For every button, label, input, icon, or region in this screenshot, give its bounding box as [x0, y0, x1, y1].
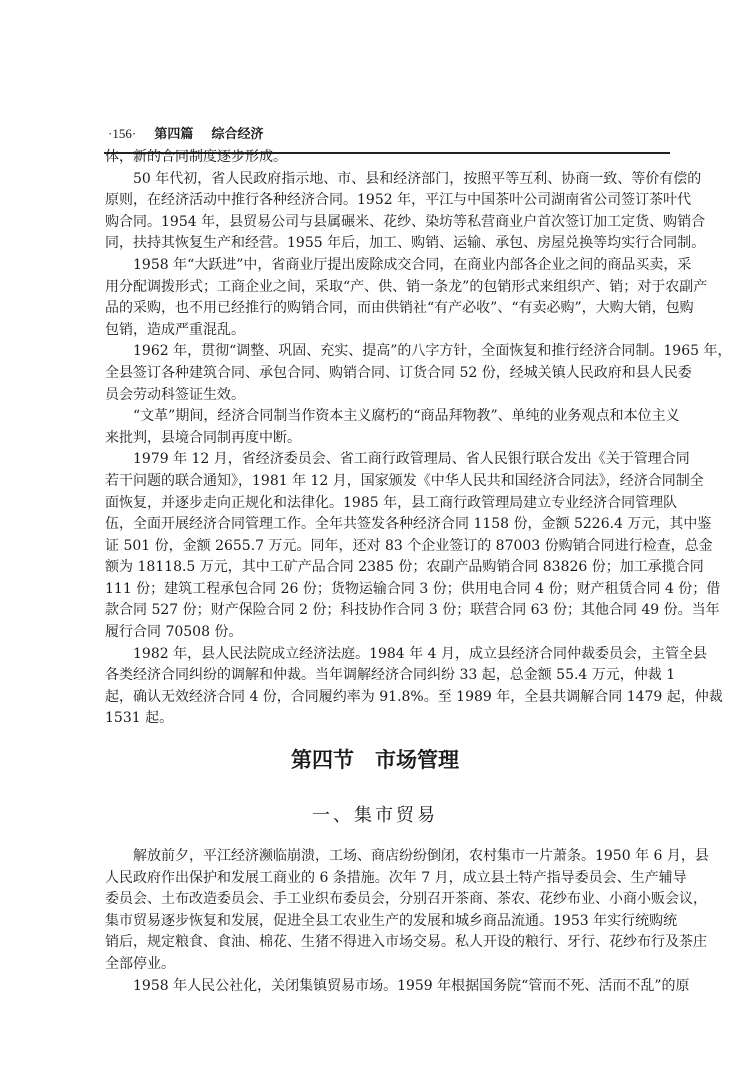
paragraph	[105, 406, 680, 449]
text-line: 1958 年“大跃进”中，省商业厅提出废除成交合同，在商业内部各企业之间的商品买卖，采	[133, 256, 692, 273]
paragraph	[105, 341, 732, 406]
text-line: 各类经济合同纠纷的调解和仲裁。当年调解经济合同纠纷 33 起，总金额 55.4 万元，仲裁 1	[105, 667, 676, 684]
text-line: 证 501 份，金额 2655.7 万元。同年，还对 83 个企业签订的 87003 份购销合同进行检查，总金	[105, 537, 713, 554]
text-line: 款合同 527 份；财产保险合同 2 份；科技协作合同 3 份；联营合同 63 份；其他合同 49 份。当年	[105, 602, 720, 619]
paragraph	[105, 255, 708, 341]
text-line: 1962 年，贯彻“调整、巩固、充实、提高”的八字方针，全面恢复和推行经济合同制。1965 年，	[133, 343, 732, 360]
page-number: ·156·	[108, 126, 137, 141]
text-line: 购合同。1954 年，县贸易公司与县属碾米、花纱、染坊等私营商业户首次签订加工定货、购销合	[105, 213, 706, 230]
section-heading: 第四节 市场管理	[291, 748, 459, 772]
text-line: 1979 年 12 月，省经济委员会、省工商行政管理局、省人民银行联合发出《关于管理合同	[133, 451, 690, 468]
text-line: 人民政府作出保护和发展工商业的 6 条措施。次年 7 月，成立县土特产指导委员会、生产辅导	[105, 869, 687, 886]
text-line: “文革”期间，经济合同制当作资本主义腐朽的“商品拜物教”、单纯的业务观点和本位主义	[133, 408, 680, 425]
part-title: 综合经济	[211, 127, 264, 142]
text-line: 同，扶持其恢复生产和经营。1955 年后，加工、购销、运输、承包、房屋兑换等均实行合同制。	[105, 235, 706, 252]
text-line: 解放前夕，平江经济濒临崩溃，工场、商店纷纷倒闭，农村集市一片萧条。1950 年 6 月，县	[133, 848, 709, 864]
text-line: 原则，在经济活动中推行各种经济合同。1952 年，平江与中国茶叶公司湖南省公司签订茶叶代	[105, 192, 692, 209]
text-line: 委员会、土布改造委员会、手工业织布委员会，分别召开茶商、茶农、花纱布业、小商小贩会议，	[105, 891, 707, 908]
text-line: 起，确认无效经济合同 4 份，合同履约率为 91.8%。至 1989 年，全县共调解合同 1479 起，仲裁	[105, 688, 723, 705]
text-line: 50 年代初，省人民政府指示地、市、县和经济部门，按照平等互利、协商一致、等价有偿的	[133, 170, 702, 187]
text-line: 若干问题的联合通知》，1981 年 12 月，国家颁发《中华人民共和国经济合同法》，经济合同制全	[105, 472, 704, 489]
text-line: 1982 年，县人民法院成立经济法庭。1984 年 4 月，成立县经济合同仲裁委员会，主管全县	[133, 645, 707, 662]
text-line: 111 份；建筑工程承包合同 26 份；货物运输合同 3 份；供用电合同 4 份；财产租赁合同 4 份；借	[105, 580, 721, 597]
text-line: 品的采购，也不用已经推行的购销合同，而由供销社“有产必收”、“有卖必购”，大购大销，包购	[105, 300, 694, 317]
body-text-top	[105, 147, 732, 730]
text-line: 额为 18118.5 万元，其中工矿产品合同 2385 份；农副产品购销合同 83826 份；加工承揽合同	[105, 559, 704, 576]
paragraph	[105, 644, 723, 730]
text-line: 来批判，县境合同制再度中断。	[105, 429, 301, 446]
text-line: 伍，全面开展经济合同管理工作。全年共签发各种经济合同 1158 份，金额 5226.4 万元，其中鉴	[105, 516, 712, 533]
text-line: 全部停业。	[105, 955, 175, 972]
text-line: 员会劳动科签证生效。	[105, 386, 245, 403]
text-line: 履行合同 70508 份。	[105, 624, 243, 641]
text-line: 体，新的合同制度逐步形成。	[105, 149, 287, 165]
paragraph	[105, 169, 706, 255]
paragraph	[105, 976, 690, 998]
part-label: 第四篇	[154, 127, 194, 142]
running-header	[108, 123, 263, 142]
text-line: 集市贸易逐步恢复和发展，促进全县工农业生产的发展和城乡商品流通。1953 年实行统购统	[105, 912, 678, 929]
text-line: 全县签订各种建筑合同、承包合同、购销合同、订货合同 52 份，经城关镇人民政府和县人民委	[105, 364, 692, 381]
text-line: 面恢复，并逐步走向正规化和法律化。1985 年，县工商行政管理局建立专业经济合同管理队	[105, 494, 678, 511]
paragraph	[105, 147, 668, 169]
paragraph	[105, 846, 709, 976]
text-line: 用分配调拨形式；工商企业之间，采取“产、供、销一条龙”的包销形式来组织产、销；对于农副产	[105, 278, 708, 295]
text-line: 销后，规定粮食、食油、棉花、生猪不得进入市场交易。私人开设的粮行、牙行、花纱布行及茶庄	[105, 934, 707, 951]
paragraph	[105, 449, 721, 643]
text-line: 1531 起。	[105, 710, 174, 727]
body-text-bottom	[105, 846, 709, 997]
text-line: 包销，造成严重混乱。	[105, 321, 245, 338]
subsection-heading: 一、集市贸易	[312, 805, 438, 826]
text-line: 1958 年人民公社化，关闭集镇贸易市场。1959 年根据国务院“管而不死、活而不乱”的原	[133, 977, 690, 994]
